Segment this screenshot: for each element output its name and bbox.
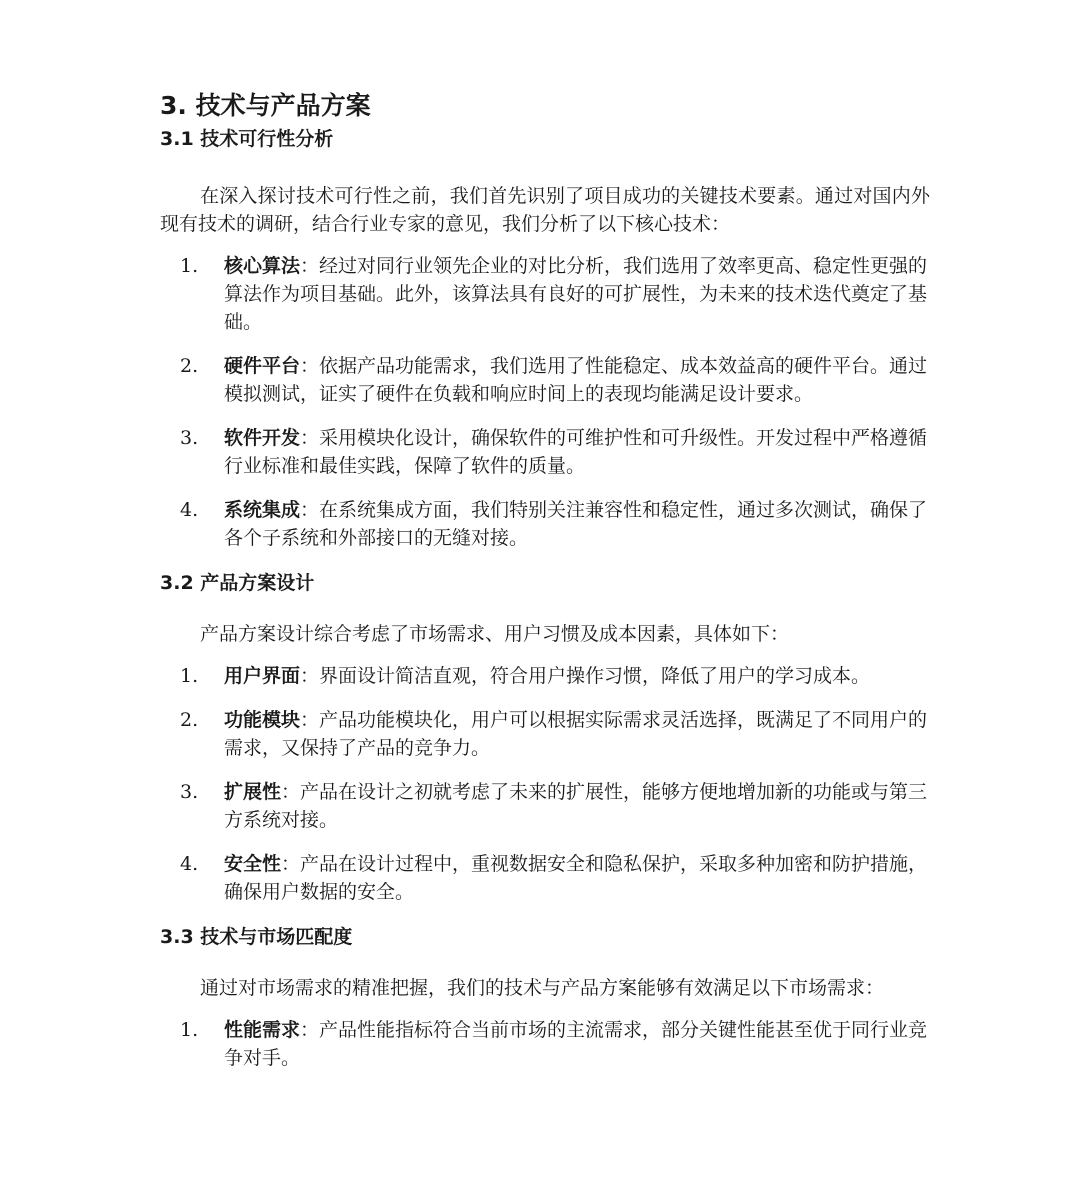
list-number: 1. (180, 665, 199, 687)
list-item (160, 778, 930, 834)
list-number: 3. (180, 427, 199, 449)
list-number: 2. (180, 355, 199, 377)
list-item (160, 850, 930, 906)
section-3-1 (160, 124, 930, 552)
section-heading: 3.1 技术可行性分析 (160, 128, 334, 150)
list-term: 性能需求 (224, 1019, 301, 1041)
list-term: 功能模块 (224, 709, 301, 731)
list-term: 核心算法 (224, 255, 301, 277)
list-text: 依据产品功能需求，我们选用了性能稳定、成本效益高的硬件平台。通过模拟测试，证实了硬件在负载和响应时间上的表现均能满足设计要求。 (224, 355, 928, 405)
list-item (160, 252, 930, 336)
list-term-separator: ： (281, 853, 301, 875)
list-text: 经过对同行业领先企业的对比分析，我们选用了效率更高、稳定性更强的算法作为项目基础。此外，该算法具有良好的可扩展性，为未来的技术迭代奠定了基础。 (224, 255, 928, 333)
section-intro: 通过对市场需求的精准把握，我们的技术与产品方案能够有效满足以下市场需求： (200, 977, 885, 999)
list-item (160, 662, 930, 690)
list-term-separator: ： (300, 709, 320, 731)
section-heading: 3.2 产品方案设计 (160, 572, 315, 594)
list-item (160, 1016, 930, 1072)
list-term: 安全性 (224, 853, 282, 875)
list-term: 硬件平台 (224, 355, 301, 377)
section-3-3 (160, 922, 930, 1072)
document-page (160, 88, 930, 1088)
list-term-separator: ： (300, 255, 320, 277)
list-term-separator: ： (300, 1019, 320, 1041)
section-3-2 (160, 568, 930, 906)
list-number: 3. (180, 781, 199, 803)
list-number: 1. (180, 255, 199, 277)
list-text: 产品在设计之初就考虑了未来的扩展性，能够方便地增加新的功能或与第三方系统对接。 (224, 781, 928, 831)
list-item (160, 496, 930, 552)
section-intro: 在深入探讨技术可行性之前，我们首先识别了项目成功的关键技术要素。通过对国内外现有技术的调研，结合行业专家的意见，我们分析了以下核心技术： (160, 185, 930, 235)
list-number: 4. (180, 499, 199, 521)
numbered-list (160, 662, 930, 906)
chapter-heading: 3. 技术与产品方案 (160, 91, 371, 120)
list-term: 软件开发 (224, 427, 301, 449)
list-number: 4. (180, 853, 199, 875)
list-term: 系统集成 (224, 499, 301, 521)
list-term-separator: ： (300, 355, 320, 377)
list-text: 产品功能模块化，用户可以根据实际需求灵活选择，既满足了不同用户的需求，又保持了产品的竞争力。 (224, 709, 928, 759)
list-item (160, 352, 930, 408)
numbered-list (160, 1016, 930, 1072)
list-text: 采用模块化设计，确保软件的可维护性和可升级性。开发过程中严格遵循行业标准和最佳实践，保障了软件的质量。 (224, 427, 928, 477)
list-term: 用户界面 (224, 665, 301, 687)
list-term: 扩展性 (224, 781, 282, 803)
section-intro: 产品方案设计综合考虑了市场需求、用户习惯及成本因素，具体如下： (200, 623, 790, 645)
list-text: 产品在设计过程中，重视数据安全和隐私保护，采取多种加密和防护措施，确保用户数据的安全。 (224, 853, 928, 903)
numbered-list (160, 252, 930, 552)
list-term-separator: ： (300, 665, 320, 687)
list-text: 界面设计简洁直观，符合用户操作习惯，降低了用户的学习成本。 (319, 665, 871, 687)
list-term-separator: ： (300, 499, 320, 521)
list-item (160, 424, 930, 480)
list-text: 产品性能指标符合当前市场的主流需求，部分关键性能甚至优于同行业竞争对手。 (224, 1019, 928, 1069)
list-term-separator: ： (281, 781, 301, 803)
list-number: 2. (180, 709, 199, 731)
section-heading: 3.3 技术与市场匹配度 (160, 926, 353, 948)
list-text: 在系统集成方面，我们特别关注兼容性和稳定性，通过多次测试，确保了各个子系统和外部接口的无缝对接。 (224, 499, 928, 549)
list-number: 1. (180, 1019, 199, 1041)
list-item (160, 706, 930, 762)
list-term-separator: ： (300, 427, 320, 449)
